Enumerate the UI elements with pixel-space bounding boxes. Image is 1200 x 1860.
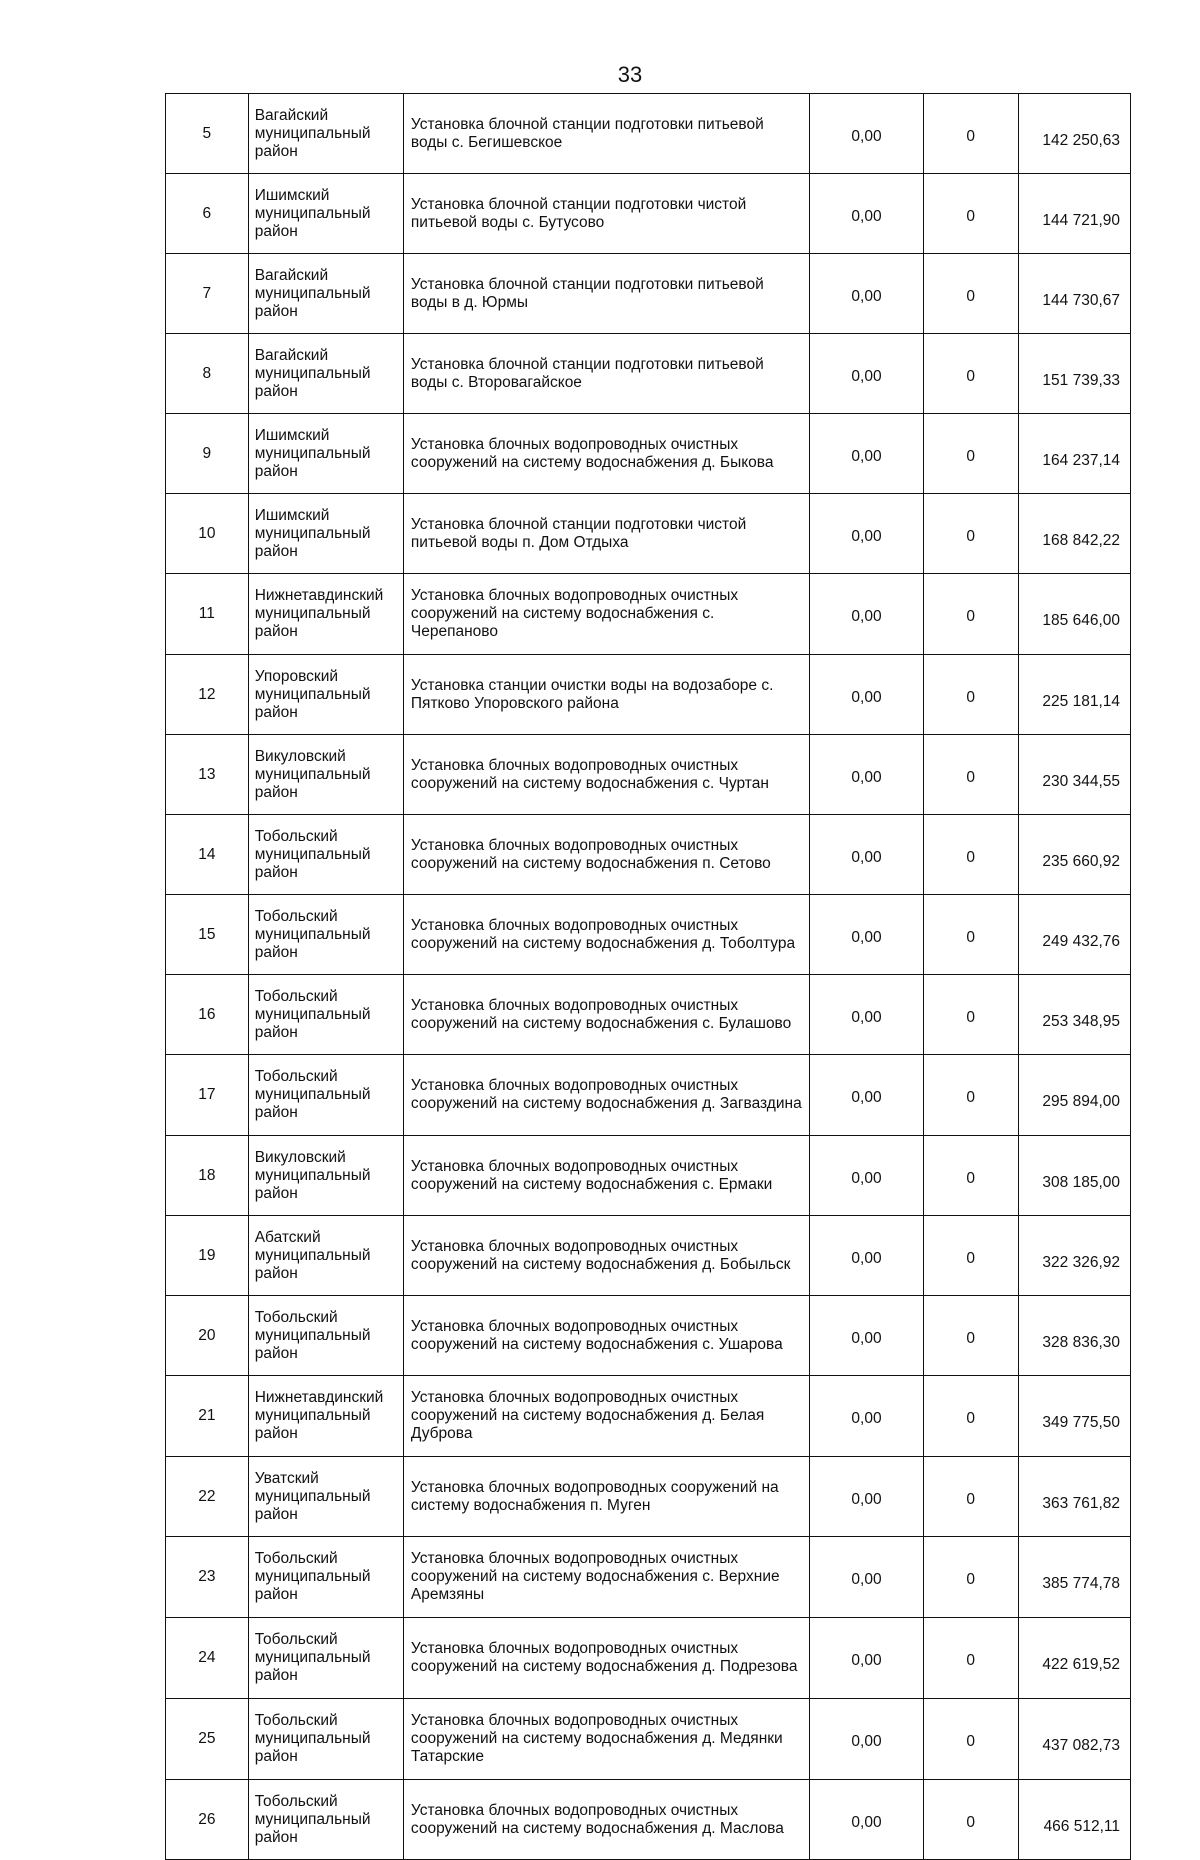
amount-cell: 144 721,90 (1018, 174, 1130, 254)
amount-cell: 144 730,67 (1018, 254, 1130, 334)
row-number-cell: 12 (166, 655, 249, 735)
value-1-cell: 0,00 (810, 1780, 923, 1860)
value-2-cell: 0 (923, 1376, 1018, 1457)
value-1-cell: 0,00 (810, 895, 923, 975)
row-number-cell: 11 (166, 574, 249, 655)
district-cell: Абатский муниципальный район (248, 1216, 403, 1296)
table-row (166, 1376, 1131, 1457)
value-2-cell: 0 (923, 975, 1018, 1055)
value-2-cell: 0 (923, 1537, 1018, 1618)
row-number-cell: 16 (166, 975, 249, 1055)
table-row (166, 1537, 1131, 1618)
amount-cell: 349 775,50 (1018, 1376, 1130, 1457)
description-cell: Установка блочных водопроводных очистных сооружений на систему водоснабжения п. Сетово (403, 815, 809, 895)
value-2-cell: 0 (923, 1136, 1018, 1216)
value-2-cell: 0 (923, 494, 1018, 574)
value-2-cell: 0 (923, 1699, 1018, 1780)
value-1-cell: 0,00 (810, 735, 923, 815)
table-row (166, 1780, 1131, 1860)
description-cell: Установка блочной станции подготовки чистой питьевой воды с. Бутусово (403, 174, 809, 254)
row-number-cell: 15 (166, 895, 249, 975)
table-row (166, 815, 1131, 895)
amount-cell: 363 761,82 (1018, 1457, 1130, 1537)
amount-cell: 322 326,92 (1018, 1216, 1130, 1296)
row-number-cell: 8 (166, 334, 249, 414)
table-row (166, 1618, 1131, 1699)
value-1-cell: 0,00 (810, 254, 923, 334)
table-row (166, 94, 1131, 174)
value-2-cell: 0 (923, 1216, 1018, 1296)
row-number-cell: 22 (166, 1457, 249, 1537)
value-1-cell: 0,00 (810, 94, 923, 174)
value-2-cell: 0 (923, 1618, 1018, 1699)
description-cell: Установка блочных водопроводных очистных сооружений на систему водоснабжения с. Булашово (403, 975, 809, 1055)
amount-cell: 164 237,14 (1018, 414, 1130, 494)
description-cell: Установка станции очистки воды на водозаборе с. Пятково Упоровского района (403, 655, 809, 735)
district-cell: Тобольский муниципальный район (248, 1699, 403, 1780)
district-cell: Ишимский муниципальный район (248, 414, 403, 494)
row-number-cell: 10 (166, 494, 249, 574)
table-row (166, 895, 1131, 975)
description-cell: Установка блочных водопроводных очистных сооружений на систему водоснабжения д. Медянки Татарские (403, 1699, 809, 1780)
district-cell: Тобольский муниципальный район (248, 815, 403, 895)
district-cell: Тобольский муниципальный район (248, 1296, 403, 1376)
value-1-cell: 0,00 (810, 975, 923, 1055)
value-1-cell: 0,00 (810, 1055, 923, 1136)
description-cell: Установка блочных водопроводных сооружений на систему водоснабжения п. Муген (403, 1457, 809, 1537)
row-number-cell: 20 (166, 1296, 249, 1376)
row-number-cell: 6 (166, 174, 249, 254)
district-cell: Тобольский муниципальный район (248, 1537, 403, 1618)
row-number-cell: 14 (166, 815, 249, 895)
value-2-cell: 0 (923, 574, 1018, 655)
description-cell: Установка блочных водопроводных очистных сооружений на систему водоснабжения с. Ермаки (403, 1136, 809, 1216)
value-2-cell: 0 (923, 1457, 1018, 1537)
district-cell: Вагайский муниципальный район (248, 254, 403, 334)
amount-cell: 235 660,92 (1018, 815, 1130, 895)
row-number-cell: 24 (166, 1618, 249, 1699)
amount-cell: 142 250,63 (1018, 94, 1130, 174)
value-1-cell: 0,00 (810, 1136, 923, 1216)
page-number: 33 (617, 62, 643, 87)
value-1-cell: 0,00 (810, 1618, 923, 1699)
amount-cell: 151 739,33 (1018, 334, 1130, 414)
district-cell: Ишимский муниципальный район (248, 494, 403, 574)
district-cell: Нижнетавдинский муниципальный район (248, 574, 403, 655)
description-cell: Установка блочной станции подготовки питьевой воды с. Второвагайское (403, 334, 809, 414)
amount-cell: 385 774,78 (1018, 1537, 1130, 1618)
value-1-cell: 0,00 (810, 574, 923, 655)
district-cell: Тобольский муниципальный район (248, 1618, 403, 1699)
projects-table-container (165, 93, 1131, 1860)
value-2-cell: 0 (923, 334, 1018, 414)
description-cell: Установка блочных водопроводных очистных сооружений на систему водоснабжения д. Маслова (403, 1780, 809, 1860)
table-row (166, 975, 1131, 1055)
row-number-cell: 5 (166, 94, 249, 174)
value-1-cell: 0,00 (810, 174, 923, 254)
description-cell: Установка блочных водопроводных очистных сооружений на систему водоснабжения с. Черепаново (403, 574, 809, 655)
row-number-cell: 23 (166, 1537, 249, 1618)
value-2-cell: 0 (923, 895, 1018, 975)
row-number-cell: 21 (166, 1376, 249, 1457)
value-2-cell: 0 (923, 414, 1018, 494)
row-number-cell: 7 (166, 254, 249, 334)
value-1-cell: 0,00 (810, 1537, 923, 1618)
district-cell: Тобольский муниципальный район (248, 895, 403, 975)
district-cell: Тобольский муниципальный район (248, 1055, 403, 1136)
table-row (166, 1055, 1131, 1136)
value-1-cell: 0,00 (810, 1376, 923, 1457)
amount-cell: 230 344,55 (1018, 735, 1130, 815)
description-cell: Установка блочных водопроводных очистных сооружений на систему водоснабжения д. Тоболтура (403, 895, 809, 975)
table-row (166, 414, 1131, 494)
district-cell: Вагайский муниципальный район (248, 334, 403, 414)
description-cell: Установка блочной станции подготовки питьевой воды в д. Юрмы (403, 254, 809, 334)
description-cell: Установка блочных водопроводных очистных сооружений на систему водоснабжения с. Верхние Аремзяны (403, 1537, 809, 1618)
row-number-cell: 25 (166, 1699, 249, 1780)
description-cell: Установка блочных водопроводных очистных сооружений на систему водоснабжения д. Бобыльск (403, 1216, 809, 1296)
district-cell: Викуловский муниципальный район (248, 735, 403, 815)
row-number-cell: 17 (166, 1055, 249, 1136)
amount-cell: 437 082,73 (1018, 1699, 1130, 1780)
projects-table (165, 93, 1131, 1860)
amount-cell: 328 836,30 (1018, 1296, 1130, 1376)
table-row (166, 254, 1131, 334)
table-row (166, 1457, 1131, 1537)
value-2-cell: 0 (923, 815, 1018, 895)
value-2-cell: 0 (923, 174, 1018, 254)
table-row (166, 735, 1131, 815)
value-2-cell: 0 (923, 735, 1018, 815)
value-1-cell: 0,00 (810, 1457, 923, 1537)
row-number-cell: 9 (166, 414, 249, 494)
value-1-cell: 0,00 (810, 815, 923, 895)
table-row (166, 1216, 1131, 1296)
description-cell: Установка блочных водопроводных очистных сооружений на систему водоснабжения с. Ушарова (403, 1296, 809, 1376)
table-row (166, 1699, 1131, 1780)
district-cell: Викуловский муниципальный район (248, 1136, 403, 1216)
amount-cell: 249 432,76 (1018, 895, 1130, 975)
amount-cell: 422 619,52 (1018, 1618, 1130, 1699)
amount-cell: 295 894,00 (1018, 1055, 1130, 1136)
table-row (166, 334, 1131, 414)
value-2-cell: 0 (923, 254, 1018, 334)
description-cell: Установка блочных водопроводных очистных сооружений на систему водоснабжения д. Подрезова (403, 1618, 809, 1699)
row-number-cell: 19 (166, 1216, 249, 1296)
table-row (166, 174, 1131, 254)
district-cell: Вагайский муниципальный район (248, 94, 403, 174)
table-body (166, 94, 1131, 1860)
table-row (166, 494, 1131, 574)
amount-cell: 168 842,22 (1018, 494, 1130, 574)
value-2-cell: 0 (923, 655, 1018, 735)
table-row (166, 1136, 1131, 1216)
description-cell: Установка блочных водопроводных очистных сооружений на систему водоснабжения с. Чуртан (403, 735, 809, 815)
district-cell: Тобольский муниципальный район (248, 975, 403, 1055)
amount-cell: 253 348,95 (1018, 975, 1130, 1055)
value-1-cell: 0,00 (810, 1216, 923, 1296)
value-2-cell: 0 (923, 94, 1018, 174)
description-cell: Установка блочных водопроводных очистных сооружений на систему водоснабжения д. Белая Дуброва (403, 1376, 809, 1457)
district-cell: Нижнетавдинский муниципальный район (248, 1376, 403, 1457)
value-1-cell: 0,00 (810, 655, 923, 735)
description-cell: Установка блочных водопроводных очистных сооружений на систему водоснабжения д. Загваздина (403, 1055, 809, 1136)
row-number-cell: 18 (166, 1136, 249, 1216)
value-1-cell: 0,00 (810, 334, 923, 414)
district-cell: Тобольский муниципальный район (248, 1780, 403, 1860)
district-cell: Уватский муниципальный район (248, 1457, 403, 1537)
amount-cell: 185 646,00 (1018, 574, 1130, 655)
row-number-cell: 13 (166, 735, 249, 815)
row-number-cell: 26 (166, 1780, 249, 1860)
value-1-cell: 0,00 (810, 1699, 923, 1780)
table-row (166, 574, 1131, 655)
amount-cell: 308 185,00 (1018, 1136, 1130, 1216)
district-cell: Ишимский муниципальный район (248, 174, 403, 254)
amount-cell: 225 181,14 (1018, 655, 1130, 735)
value-1-cell: 0,00 (810, 414, 923, 494)
table-row (166, 1296, 1131, 1376)
value-2-cell: 0 (923, 1780, 1018, 1860)
description-cell: Установка блочной станции подготовки питьевой воды с. Бегишевское (403, 94, 809, 174)
table-row (166, 655, 1131, 735)
value-2-cell: 0 (923, 1055, 1018, 1136)
value-1-cell: 0,00 (810, 1296, 923, 1376)
description-cell: Установка блочных водопроводных очистных сооружений на систему водоснабжения д. Быкова (403, 414, 809, 494)
district-cell: Упоровский муниципальный район (248, 655, 403, 735)
amount-cell: 466 512,11 (1018, 1780, 1130, 1860)
value-1-cell: 0,00 (810, 494, 923, 574)
value-2-cell: 0 (923, 1296, 1018, 1376)
description-cell: Установка блочной станции подготовки чистой питьевой воды п. Дом Отдыха (403, 494, 809, 574)
